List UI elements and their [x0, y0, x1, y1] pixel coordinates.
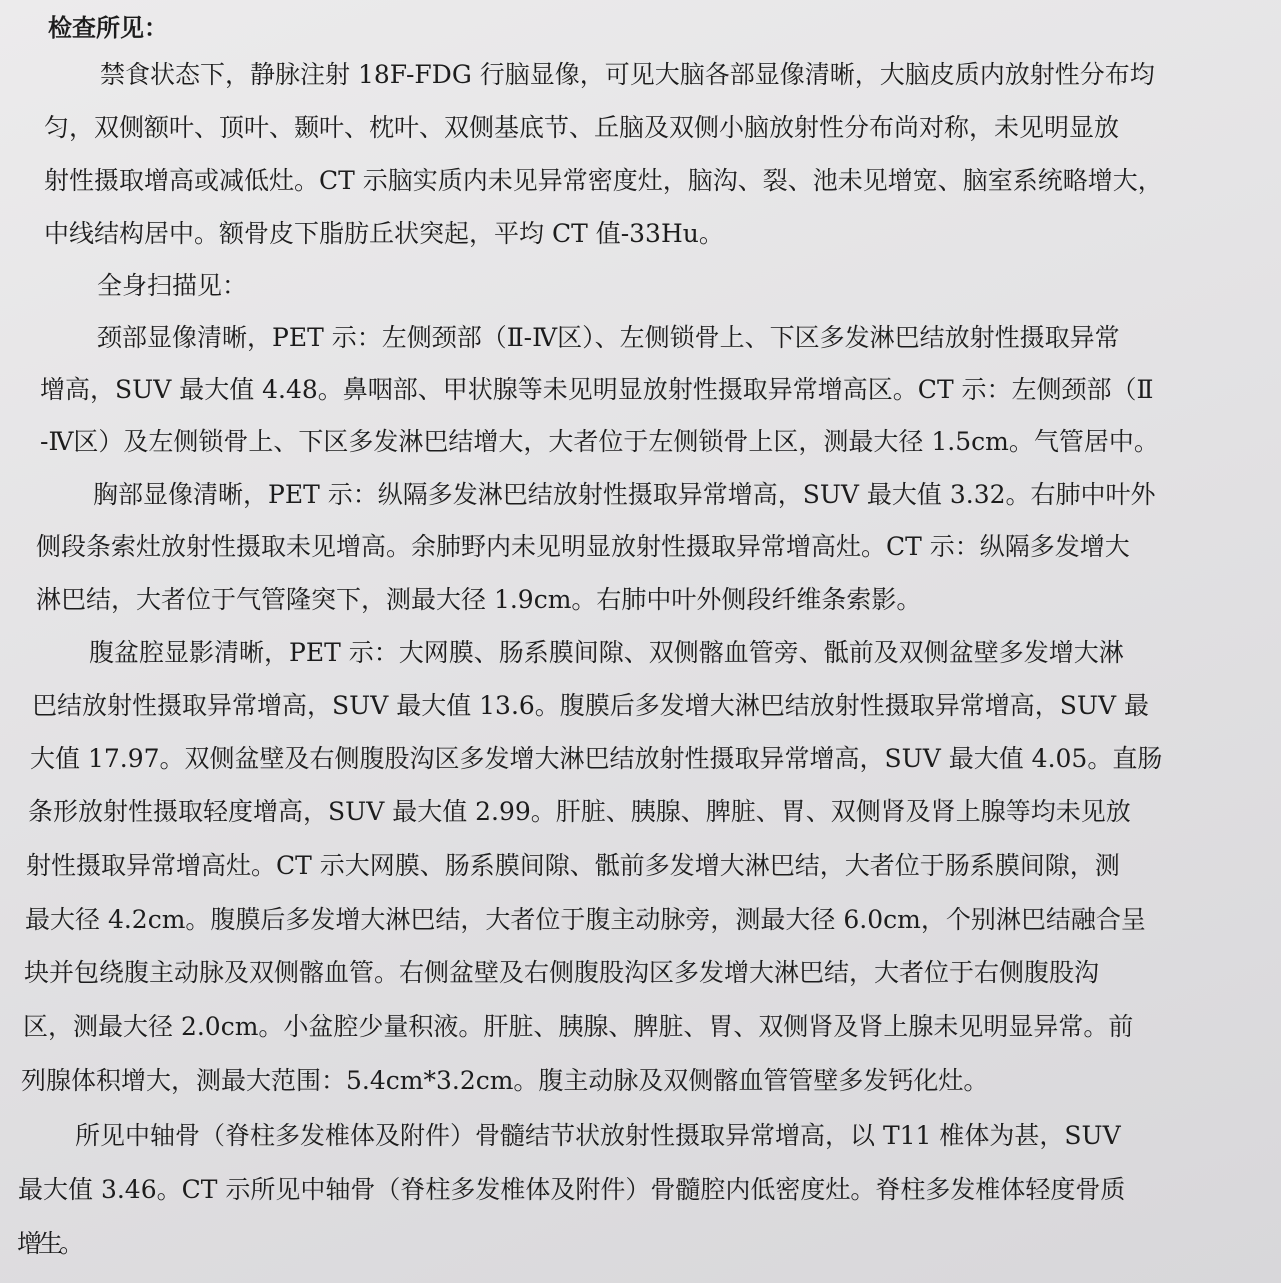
report-line: 禁食状态下，静脉注射 18F-FDG 行脑显像，可见大脑各部显像清晰，大脑皮质内放射性分布均: [100, 60, 1155, 89]
report-line: 腹盆腔显影清晰，PET 示：大网膜、肠系膜间隙、双侧髂血管旁、骶前及双侧盆壁多发增大淋: [89, 638, 1124, 667]
report-line: 所见中轴骨（脊柱多发椎体及附件）骨髓结节状放射性摄取异常增高，以 T11 椎体为甚，SUV: [75, 1121, 1121, 1150]
report-line: 增生。: [17, 1229, 81, 1258]
report-line: 射性摄取增高或减低灶。CT 示脑实质内未见异常密度灶，脑沟、裂、池未见增宽、脑室系统略增大，: [44, 166, 1163, 195]
report-line: 最大值 3.46。CT 示所见中轴骨（脊柱多发椎体及附件）骨髓腔内低密度灶。脊柱多发椎体轻度骨质: [18, 1175, 1126, 1204]
findings-heading: 检查所见：: [48, 14, 168, 42]
report-line: 区，测最大径 2.0cm。小盆腔少量积液。肝脏、胰腺、脾脏、胃、双侧肾及肾上腺未见明显异常。前: [23, 1012, 1134, 1041]
report-line: 匀，双侧额叶、顶叶、颞叶、枕叶、双侧基底节、丘脑及双侧小脑放射性分布尚对称，未见明显放: [44, 113, 1120, 142]
report-line: 全身扫描见：: [97, 271, 248, 300]
report-line: 条形放射性摄取轻度增高，SUV 最大值 2.99。肝脏、胰腺、脾脏、胃、双侧肾及肾上腺等均未见放: [28, 797, 1131, 826]
report-line: -Ⅳ区）及左侧锁骨上、下区多发淋巴结增大，大者位于左侧锁骨上区，测最大径 1.5cm。气管居中。: [40, 427, 1159, 456]
report-line: 射性摄取异常增高灶。CT 示大网膜、肠系膜间隙、骶前多发增大淋巴结，大者位于肠系膜间隙，测: [26, 851, 1120, 880]
report-line: 颈部显像清晰，PET 示：左侧颈部（Ⅱ-Ⅳ区）、左侧锁骨上、下区多发淋巴结放射性摄取异常: [97, 323, 1120, 352]
report-line: 最大径 4.2cm。腹膜后多发增大淋巴结，大者位于腹主动脉旁，测最大径 6.0cm，个别淋巴结融合呈: [25, 905, 1146, 934]
report-line: 巴结放射性摄取异常增高，SUV 最大值 13.6。腹膜后多发增大淋巴结放射性摄取异常增高，SUV 最: [32, 691, 1150, 720]
report-line: 大值 17.97。双侧盆壁及右侧腹股沟区多发增大淋巴结放射性摄取异常增高，SUV 最大值 4.05。直肠: [30, 744, 1163, 773]
report-line: 淋巴结，大者位于气管隆突下，测最大径 1.9cm。右肺中叶外侧段纤维条索影。: [36, 585, 922, 614]
report-line: 侧段条索灶放射性摄取未见增高。余肺野内未见明显放射性摄取异常增高灶。CT 示：纵隔多发增大: [36, 532, 1130, 561]
report-line: 胸部显像清晰，PET 示：纵隔多发淋巴结放射性摄取异常增高，SUV 最大值 3.32。右肺中叶外: [93, 480, 1156, 509]
report-line: 中线结构居中。额骨皮下脂肪丘状突起，平均 CT 值-33Hu。: [44, 219, 724, 248]
report-line: 增高，SUV 最大值 4.48。鼻咽部、甲状腺等未见明显放射性摄取异常增高区。CT 示：左侧颈部（Ⅱ: [40, 375, 1154, 404]
report-line: 块并包绕腹主动脉及双侧髂血管。右侧盆壁及右侧腹股沟区多发增大淋巴结，大者位于右侧腹股沟: [24, 958, 1100, 987]
report-line: 列腺体积增大，测最大范围：5.4cm*3.2cm。腹主动脉及双侧髂血管管壁多发钙化灶。: [21, 1066, 989, 1095]
